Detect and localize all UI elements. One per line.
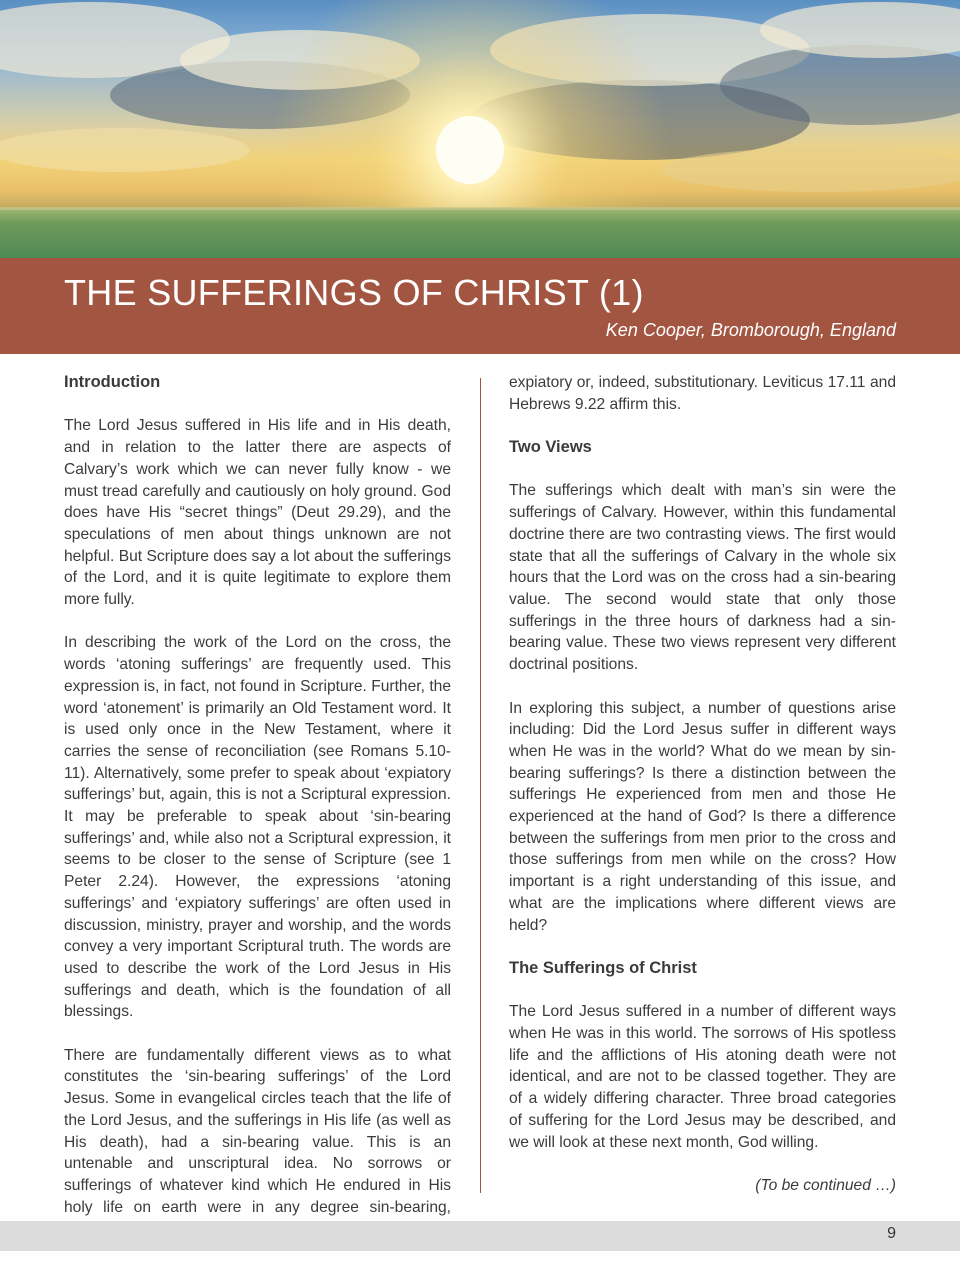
- article-author: Ken Cooper, Bromborough, England: [605, 320, 896, 340]
- heading-introduction: Introduction: [64, 373, 161, 391]
- paragraph: In describing the work of the Lord on the cross, the words ‘atoning sufferings’ are frequently used. This expression is, in fact, not found in Scripture. Further, the word ‘atonement’ is primarily an Old Testament word. It is used only once in the New Testament, where it carries the sense of reconciliation (see Romans 5.10-11). Alternatively, some prefer to speak about ‘expiatory sufferings’ but, again, this is not a Scriptural expression. It may be preferable to speak about ‘sin-bearing sufferings’ and, while also not a Scriptural expression, it seems to be closer to the sense of Scripture (see 1 Peter 2.24). However, the expressions ‘atoning sufferings’ and ‘expiatory sufferings’ are often used in discussion, ministry, prayer and worship, and the words convey a very important Scriptural truth. The words are used to describe the work of the Lord Jesus in His sufferings and death, which is the foundation of all blessings.: [64, 634, 451, 1021]
- sun: [436, 116, 504, 184]
- left-column: [64, 372, 451, 1262]
- hero-image: [0, 0, 960, 258]
- article-title: THE SUFFERINGS OF CHRIST (1): [64, 272, 644, 313]
- horizon-line: [0, 207, 960, 210]
- column-divider: [480, 378, 481, 1193]
- heading-two-views: Two Views: [509, 438, 592, 457]
- to-be-continued: (To be continued …): [755, 1176, 896, 1194]
- title-band: [0, 258, 960, 354]
- paragraph: In exploring this subject, a number of questions arise including: Did the Lord Jesus suffer in different ways when He was in the world? What do we mean by sin-bearing sufferings? Is there a distinction between the sufferings He experienced from men and those He experienced at the hand of God? Is there a difference between the sufferings from men prior to the cross and those sufferings from men while on the cross? How important is a right understanding of this issue, and what are the implications where different views are held?: [509, 699, 896, 934]
- page-footer: [0, 1221, 960, 1251]
- field: [0, 208, 960, 258]
- paragraph: The sufferings which dealt with man’s sin were the sufferings of Calvary. However, within this fundamental doctrine there are two contrasting views. The first would state that all the sufferings of Calvary in the whole six hours that the Lord was on the cross had a sin-bearing value. The second would state that only those sufferings in the three hours of darkness had a sin-bearing value. These two views represent very different doctrinal positions.: [509, 482, 896, 674]
- paragraph: There are fundamentally different views as to what constitutes the ‘sin-bearing sufferings’ of the Lord Jesus. Some in evangelical circles teach that the life of the Lord Jesus, and the sufferings in His life (as well as His death), had a sin-bearing value. This is an untenable and unscriptural idea. No sorrows or sufferings of whatever kind which He endured in His holy life on earth were in any degree sin-bearing,: [64, 1046, 451, 1216]
- right-column: [509, 372, 896, 1218]
- sunrise-over-field-image: [0, 0, 960, 258]
- heading-sufferings-of-christ: The Sufferings of Christ: [509, 958, 697, 977]
- page-number: 9: [887, 1225, 896, 1242]
- paragraph: The Lord Jesus suffered in His life and in His death, and in relation to the latter there are aspects of Calvary’s work which we can never fully know - we must tread carefully and cautiously on holy ground. God does have His “secret things” (Deut 29.29), and the speculations of men about things unknown are not helpful. But Scripture does say a lot about the sufferings of the Lord, and it is quite legitimate to explore them more fully.: [64, 417, 451, 609]
- paragraph: The Lord Jesus suffered in a number of different ways when He was in this world. The sorrows of His spotless life and the afflictions of His atoning death were not identical, and are not to be classed together. They are of a widely differing character. Three broad categories of suffering for the Lord Jesus may be described, and we will look at these next month, God willing.: [509, 1003, 896, 1151]
- paragraph: expiatory or, indeed, substitutionary. Leviticus 17.11 and Hebrews 9.22 affirm this.: [509, 374, 896, 413]
